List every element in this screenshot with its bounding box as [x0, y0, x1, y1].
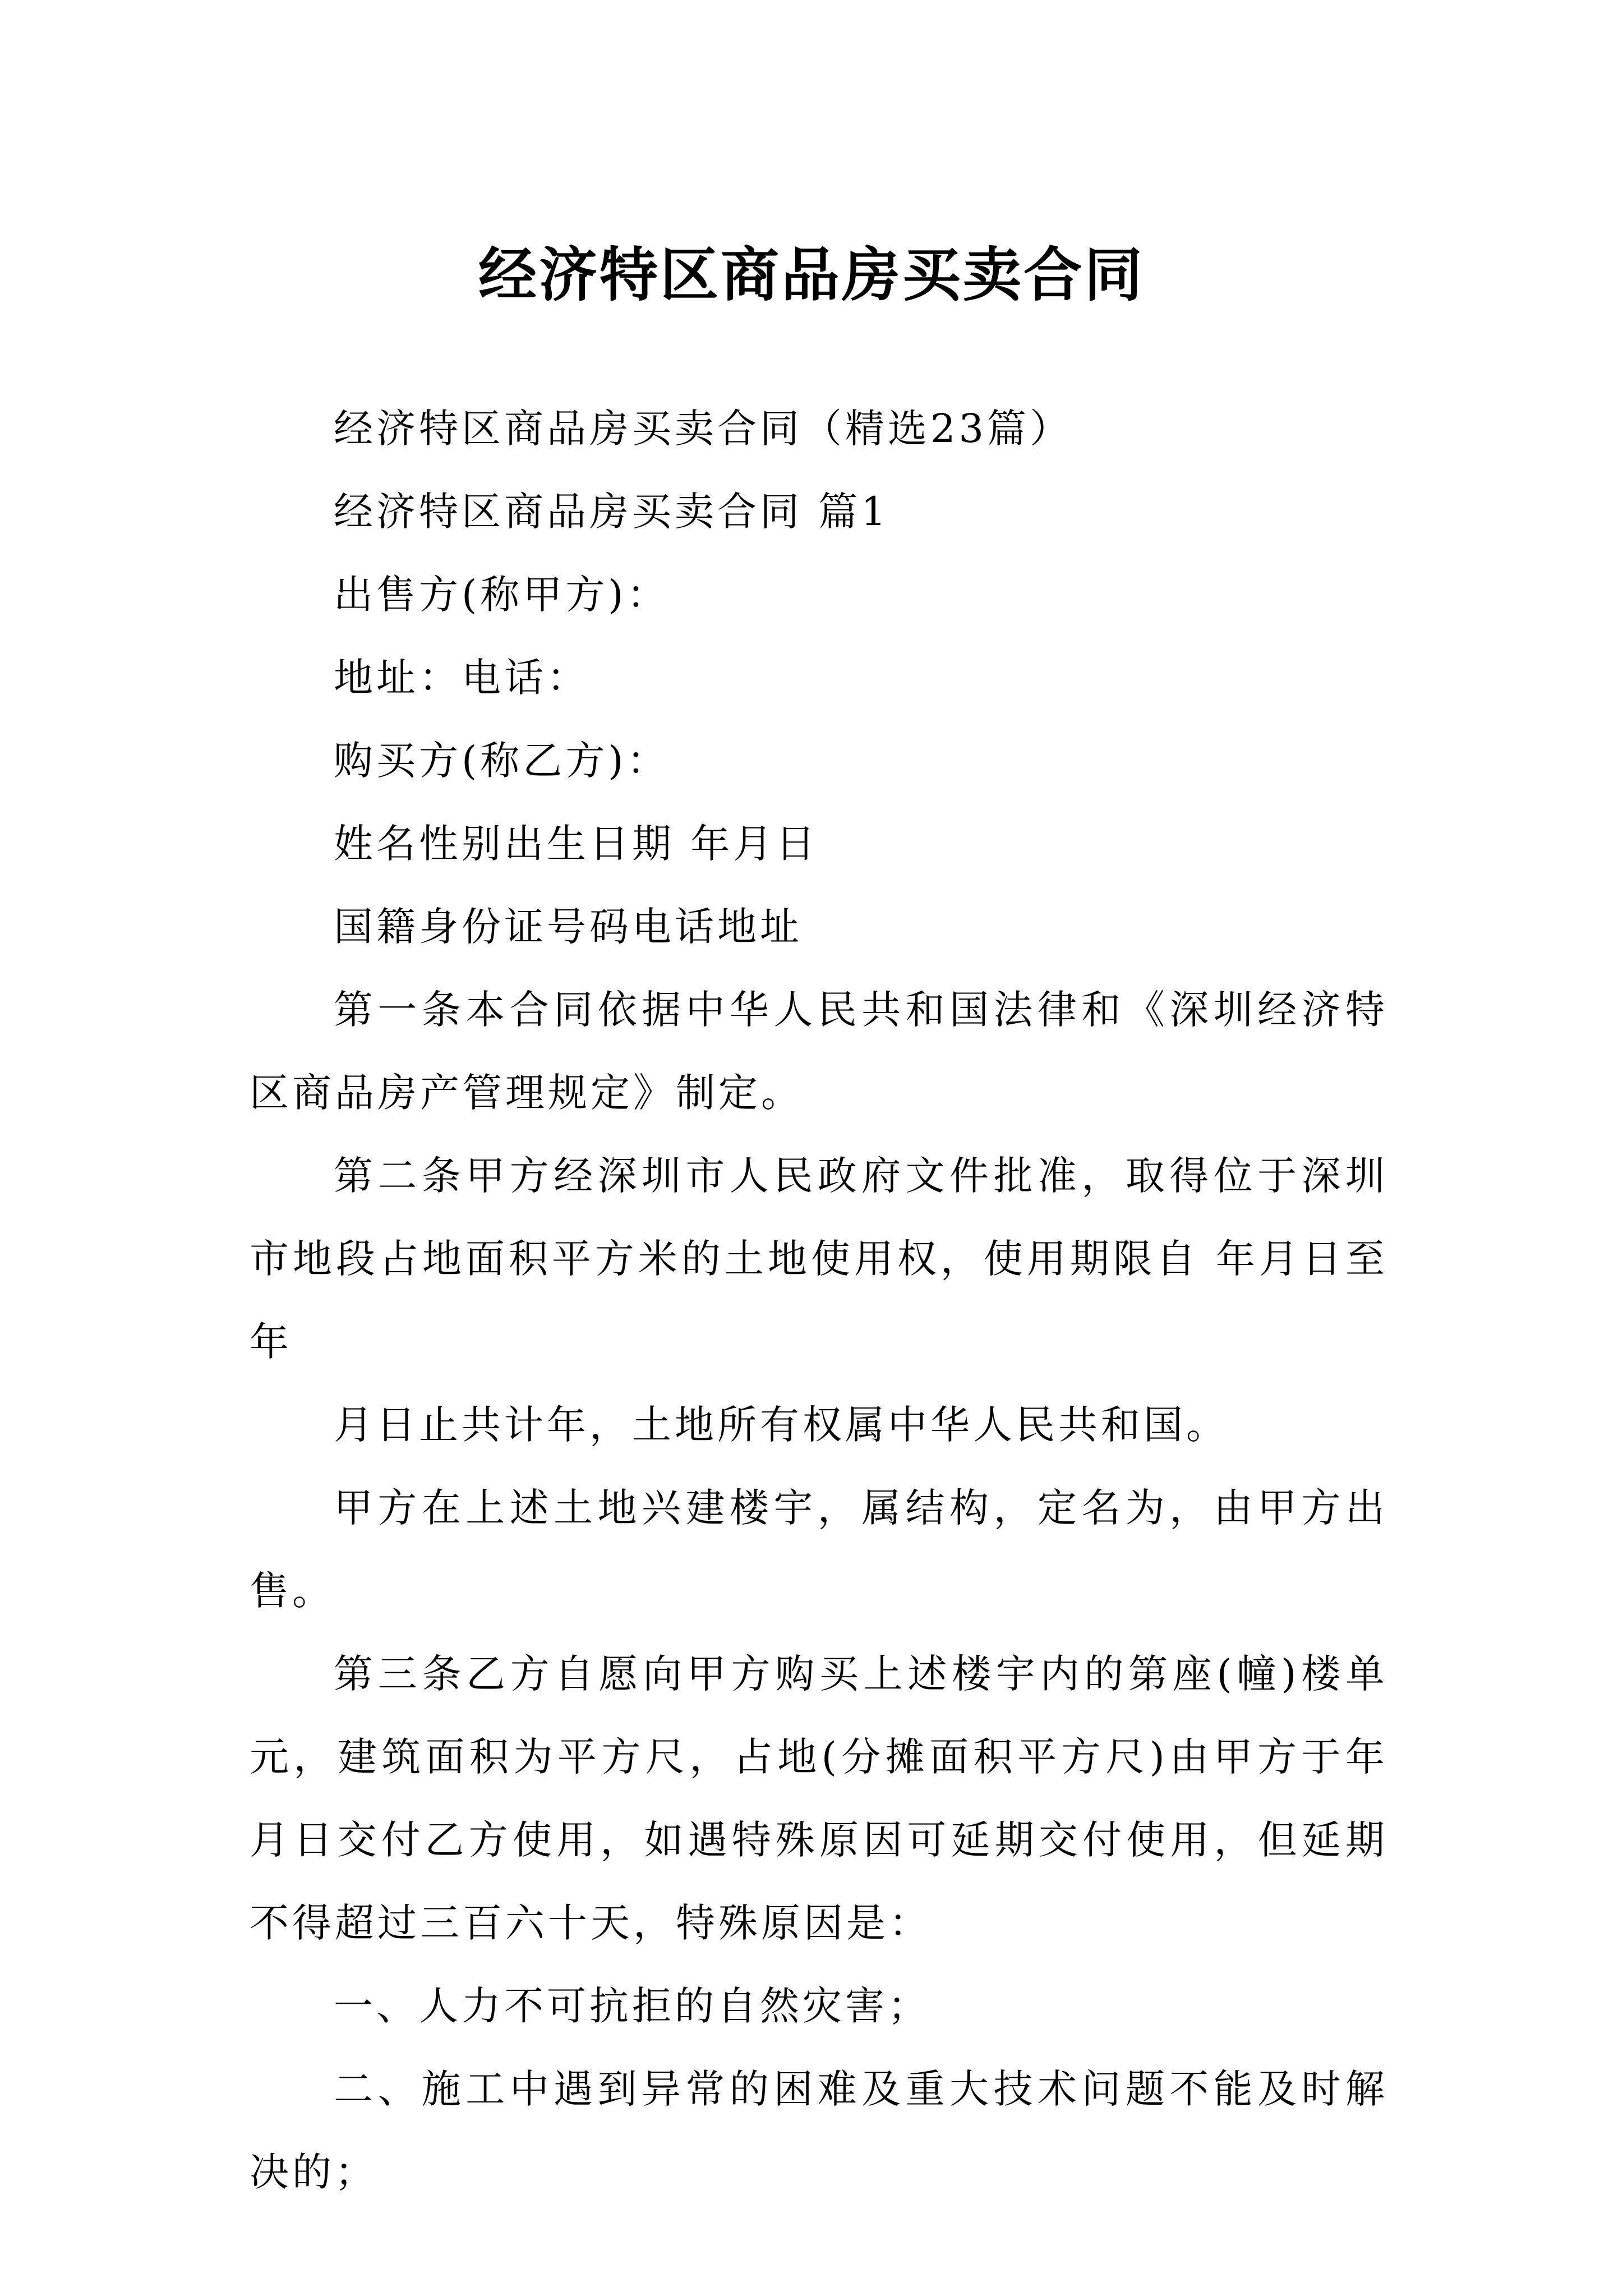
- paragraph-article-1: 第一条本合同依据中华人民共和国法律和《深圳经济特区商品房产管理规定》制定。: [250, 987, 1388, 1116]
- paragraph-seller: 出售方(称甲方)：: [334, 572, 670, 618]
- paragraph-section-heading: 经济特区商品房买卖合同 篇1: [334, 489, 889, 535]
- paragraph-buyer-details: 姓名性别出生日期 年月日: [334, 821, 819, 867]
- document-title: 经济特区商品房买卖合同: [478, 240, 1145, 309]
- paragraph-buyer-id: 国籍身份证号码电话地址: [334, 904, 803, 950]
- paragraph-article-3: 第三条乙方自愿向甲方购买上述楼宇内的第座(幢)楼单元，建筑面积为平方尺，占地(分摊面积平方尺)由甲方于年月日交付乙方使用，如遇特殊原因可延期交付使用，但延期不得超过三百六十天，特殊原因是：: [250, 1651, 1388, 1946]
- paragraph-building: 甲方在上述土地兴建楼宇，属结构，定名为，由甲方出售。: [250, 1485, 1388, 1614]
- paragraph-reason-1: 一、人力不可抗拒的自然灾害；: [334, 1983, 930, 2029]
- paragraph-reason-2: 二、施工中遇到异常的困难及重大技术问题不能及时解决的；: [250, 2066, 1388, 2195]
- paragraph-subtitle: 经济特区商品房买卖合同（精选23篇）: [334, 406, 1073, 452]
- paragraph-article-2: 第二条甲方经深圳市人民政府文件批准，取得位于深圳市地段占地面积平方米的土地使用权，使用期限自 年月日至年: [250, 1153, 1388, 1365]
- paragraph-article-2-cont: 月日止共计年，土地所有权属中华人民共和国。: [334, 1402, 1229, 1448]
- document-body: [250, 387, 1388, 2214]
- paragraph-seller-address: 地址：电话：: [334, 655, 589, 701]
- paragraph-buyer: 购买方(称乙方)：: [334, 738, 670, 784]
